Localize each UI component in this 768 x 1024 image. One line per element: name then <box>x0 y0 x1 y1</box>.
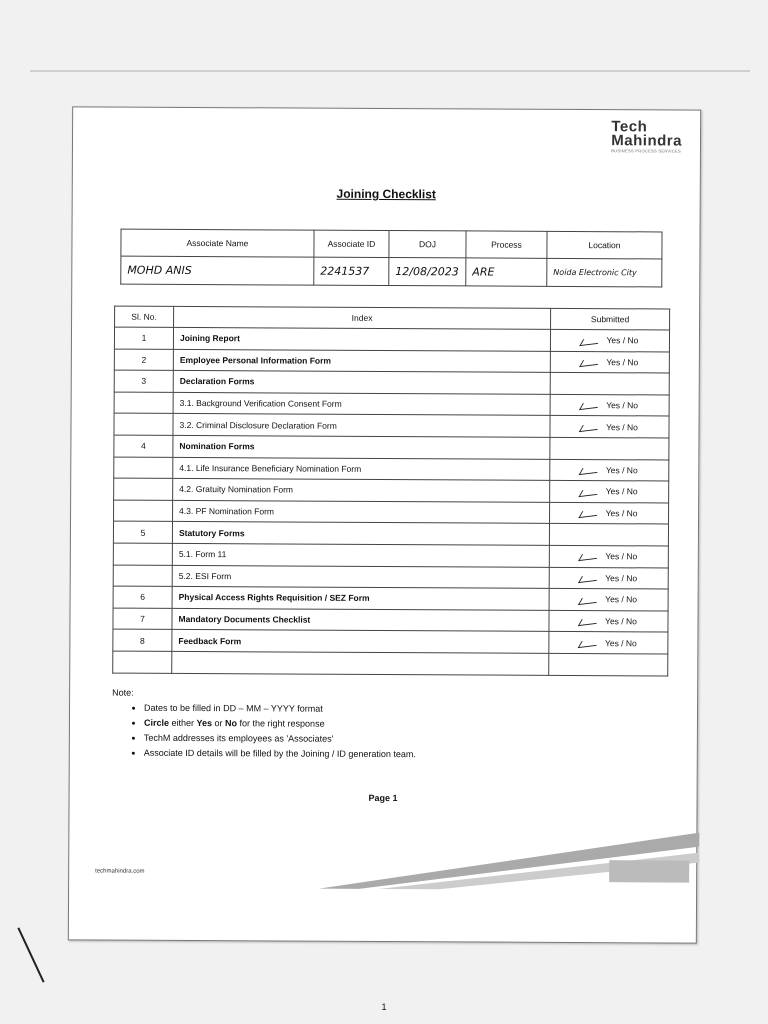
checkmark-icon <box>577 617 599 626</box>
table-row <box>114 413 669 437</box>
index-item: Joining Report <box>173 327 550 351</box>
sl-no: 8 <box>113 629 172 651</box>
index-item: Declaration Forms <box>173 371 550 395</box>
index-item: 3.1. Background Verification Consent Form <box>173 392 550 416</box>
index-item: 4.3. PF Nomination Form <box>173 500 550 524</box>
table-row <box>113 608 668 632</box>
submitted-cell <box>550 481 669 503</box>
table-row <box>114 349 669 373</box>
checkmark-icon <box>579 358 601 367</box>
tech-mahindra-logo <box>611 120 682 153</box>
index-item: Mandatory Documents Checklist <box>172 608 549 632</box>
submitted-cell <box>549 524 668 546</box>
submitted-cell <box>549 567 668 589</box>
document-sheet <box>68 106 701 943</box>
index-item: 3.2. Criminal Disclosure Declaration Form <box>173 414 550 438</box>
table-row <box>114 500 669 524</box>
submitted-cell <box>549 545 668 567</box>
index-item: 4.2. Gratuity Nomination Form <box>173 479 550 503</box>
table-row <box>113 565 668 589</box>
yes-no-option: Yes / No <box>605 465 638 476</box>
yes-no-option: Yes / No <box>605 572 638 584</box>
table-row <box>113 629 668 653</box>
submitted-cell <box>550 394 669 416</box>
index-item <box>172 651 549 675</box>
note-item <box>144 716 416 732</box>
sl-no <box>114 457 173 479</box>
note-item <box>144 731 416 747</box>
note-text: Associate ID details will be filled by the Joining / ID generation team. <box>143 747 416 760</box>
table-row <box>114 478 669 502</box>
joining-checklist-table <box>112 306 670 676</box>
note-item <box>144 701 416 717</box>
index-item: 4.1. Life Insurance Beneficiary Nomination Form <box>173 457 550 481</box>
footer-swoosh-graphic <box>319 821 699 893</box>
logo-tech-text: Tech <box>611 118 648 136</box>
yes-no-option: Yes / No <box>606 335 639 346</box>
submitted-cell <box>550 329 669 351</box>
sl-no: 7 <box>113 608 172 630</box>
yes-no-option: Yes / No <box>605 594 638 605</box>
sl-no: 1 <box>114 327 173 349</box>
page-label: Page 1 <box>368 792 398 804</box>
header-submitted: Submitted <box>551 308 670 330</box>
submitted-cell <box>550 502 669 524</box>
checkmark-icon <box>578 401 600 410</box>
note-or: or <box>211 718 226 729</box>
checkmark-icon <box>578 423 600 432</box>
yes-no-option: Yes / No <box>606 400 639 411</box>
note-text: TechM addresses its employees as 'Associates' <box>143 732 334 744</box>
header-location: Location <box>547 231 662 259</box>
header-associate-name: Associate Name <box>121 229 314 257</box>
notes-list <box>112 701 416 763</box>
note-either: either <box>168 717 197 729</box>
scan-page-number: 1 <box>381 1002 387 1012</box>
index-item: 5.1. Form 11 <box>172 543 549 567</box>
checkmark-icon <box>577 596 599 605</box>
sl-no: 5 <box>113 521 172 543</box>
header-associate-id: Associate ID <box>314 230 389 257</box>
yes-no-option: Yes / No <box>605 486 638 497</box>
table-row <box>114 435 669 459</box>
index-item: Employee Personal Information Form <box>173 349 550 373</box>
index-item: Feedback Form <box>172 630 549 654</box>
sl-no <box>114 392 173 414</box>
index-item: Statutory Forms <box>172 522 549 546</box>
checkmark-icon <box>578 552 600 561</box>
logo-tagline: BUSINESS PROCESS SERVICES <box>611 148 681 154</box>
table-row <box>114 370 669 394</box>
note-yes: Yes <box>196 718 213 729</box>
submitted-cell <box>550 459 669 481</box>
sl-no: 3 <box>114 370 173 392</box>
submitted-cell <box>549 588 668 610</box>
submitted-cell <box>550 351 669 373</box>
yes-no-option: Yes / No <box>606 357 639 368</box>
index-item: Nomination Forms <box>173 435 550 459</box>
table-row <box>113 586 668 610</box>
checkmark-icon <box>579 337 601 346</box>
note-item <box>144 746 416 762</box>
note-no: No <box>225 718 238 729</box>
index-item: 5.2. ESI Form <box>172 565 549 589</box>
checkmark-icon <box>578 574 600 583</box>
sl-no <box>114 500 173 522</box>
paper-edge <box>30 70 750 72</box>
table-row <box>113 543 668 567</box>
checkmark-icon <box>577 639 599 648</box>
submitted-cell <box>550 437 669 459</box>
footer-url: techmahindra.com <box>95 868 145 875</box>
associate-details-table <box>120 229 662 288</box>
submitted-cell <box>549 632 668 654</box>
table-row <box>113 651 668 675</box>
notes-section <box>112 686 417 763</box>
table-row <box>113 521 668 545</box>
note-circle: Circle <box>143 717 170 728</box>
sl-no <box>114 478 173 500</box>
checkmark-icon <box>578 488 600 497</box>
header-sl-no: Sl. No. <box>115 306 174 327</box>
sl-no <box>113 565 172 587</box>
logo-mahindra-text: Mahindra <box>611 132 683 150</box>
value-process: ARE <box>466 258 547 286</box>
header-process: Process <box>466 231 547 258</box>
table-row <box>114 392 669 416</box>
note-text: Dates to be filled in DD – MM – YYYY format <box>144 702 323 714</box>
yes-no-option: Yes / No <box>604 637 637 648</box>
submitted-cell <box>549 653 668 675</box>
table-row <box>114 327 669 351</box>
sl-no <box>113 651 172 673</box>
table-row <box>114 457 669 481</box>
yes-no-option: Yes / No <box>606 421 638 432</box>
submitted-cell <box>550 373 669 395</box>
header-index: Index <box>174 306 551 329</box>
yes-no-option: Yes / No <box>605 508 638 519</box>
footer-seal-graphic <box>609 860 689 882</box>
note-rest: for the right response <box>237 718 325 729</box>
scan-mark <box>17 927 44 982</box>
index-item: Physical Access Rights Requisition / SEZ Form <box>172 587 549 611</box>
value-associate-id: 2241537 <box>314 257 389 285</box>
sl-no: 6 <box>113 586 172 608</box>
submitted-cell <box>549 610 668 632</box>
yes-no-option: Yes / No <box>605 551 638 562</box>
value-location: Noida Electronic City <box>547 258 662 287</box>
sl-no: 4 <box>114 435 173 457</box>
sl-no <box>113 543 172 565</box>
submitted-cell <box>550 416 669 438</box>
value-associate-name: MOHD ANIS <box>121 256 314 285</box>
sl-no: 2 <box>114 349 173 371</box>
checkmark-icon <box>578 509 600 518</box>
value-doj: 12/08/2023 <box>389 258 466 286</box>
checkmark-icon <box>578 466 600 475</box>
header-doj: DOJ <box>389 231 466 258</box>
yes-no-option: Yes / No <box>605 616 637 627</box>
notes-heading: Note: <box>112 687 134 698</box>
sl-no <box>114 413 173 435</box>
document-title: Joining Checklist <box>336 186 436 202</box>
